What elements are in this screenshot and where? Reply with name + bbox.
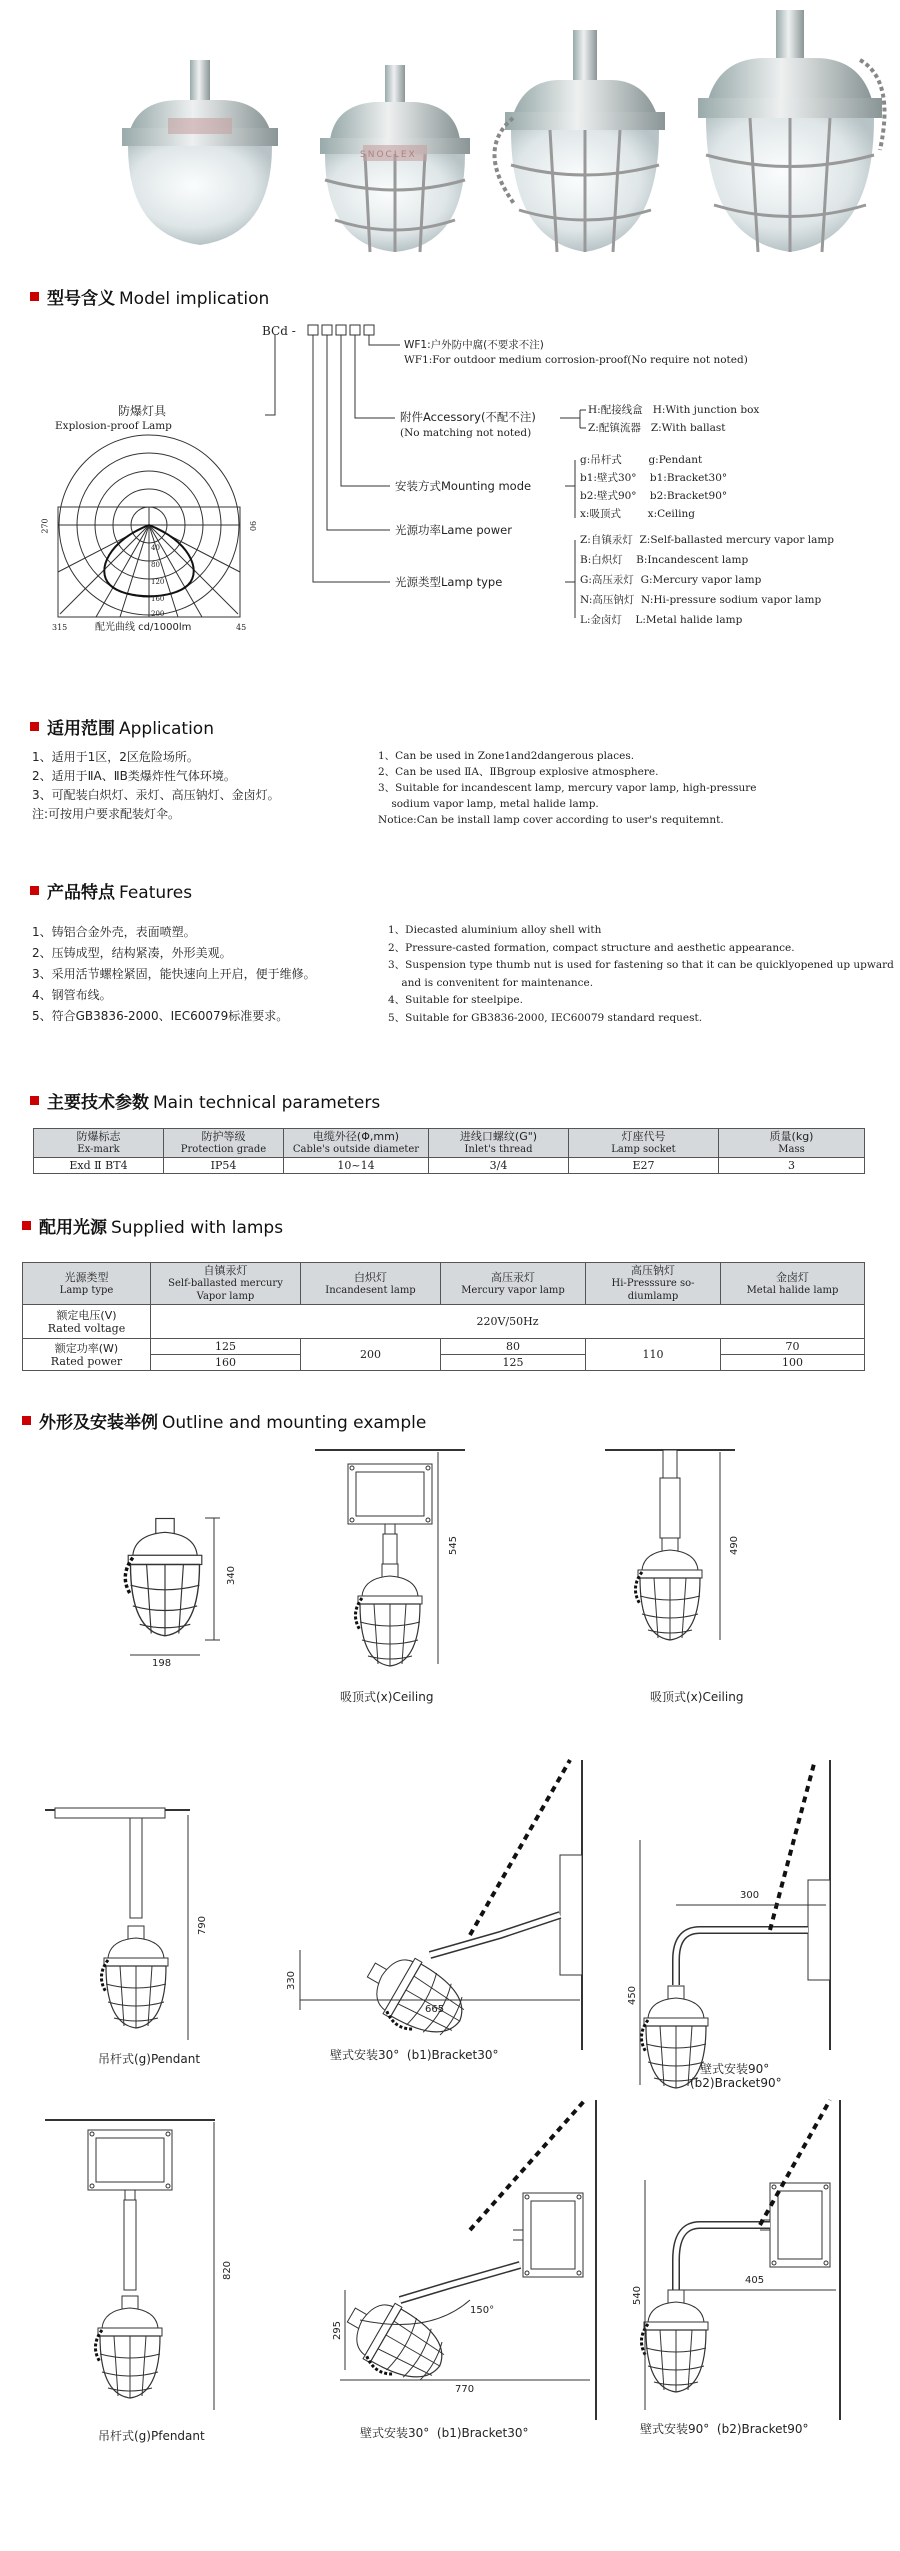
table-header: 金卤灯 Metal halide lamp xyxy=(721,1263,865,1305)
table-cell: 3/4 xyxy=(429,1158,569,1174)
list-item: 3、可配装白炽灯、汞灯、高压钠灯、金卤灯。 xyxy=(32,788,280,802)
dim-label: 150° xyxy=(470,2305,495,2316)
dim-label: 405 xyxy=(745,2275,765,2286)
lamp-drawing xyxy=(635,1538,702,1640)
accessory-cn: 附件Accessory(不配不注) xyxy=(400,410,536,424)
list-item: 2、适用于ⅡA、ⅡB类爆炸性气体环境。 xyxy=(32,769,236,783)
table-header: 光源类型 Lamp type xyxy=(23,1263,151,1305)
dim-label: 545 xyxy=(448,1535,460,1556)
dim-label: 340 xyxy=(226,1565,238,1586)
section-title-cn: 配用光源 xyxy=(39,1217,107,1238)
dim-label: 300 xyxy=(740,1890,760,1901)
lamp-cn: 防爆灯具 xyxy=(118,404,167,418)
polar-label-270: 270 xyxy=(40,518,50,534)
dim-label: 665 xyxy=(425,2004,445,2015)
list-item: 2、Pressure-casted formation, compact structure and aesthetic appearance. xyxy=(388,941,795,954)
mount-opt-b2: b2:壁式90° b2:Bracket90° xyxy=(580,490,728,502)
table-cell: 10~14 xyxy=(284,1158,429,1174)
row-label: 额定功率(W) Rated power xyxy=(23,1339,151,1371)
section-title-cn: 主要技术参数 xyxy=(47,1092,149,1113)
caption-pendant-1: 吊杆式(g)Pendant xyxy=(98,2052,201,2066)
caption-bracket30-b: 壁式安装30° (b1)Bracket30° xyxy=(360,2426,529,2440)
caption-ceiling-1: 吸顶式(x)Ceiling xyxy=(340,1690,434,1704)
voltage-cell: 220V/50Hz xyxy=(151,1305,865,1339)
table-header: 自镇汞灯 Self-ballasted mercury Vapor lamp xyxy=(151,1263,301,1305)
dim-label: 295 xyxy=(332,2320,344,2341)
wf1-en: WF1:For outdoor medium corrosion-proof(No require not noted) xyxy=(404,354,748,366)
list-item: 5、符合GB3836-2000、IEC60079标准要求。 xyxy=(32,1009,289,1023)
table-cell: 80 xyxy=(441,1339,586,1355)
model-code: BCd - xyxy=(262,324,296,338)
dim-label: 198 xyxy=(152,1658,172,1669)
table-header: 电缆外径(Φ,mm) Cable's outside diameter xyxy=(284,1129,429,1158)
mount-opt-g: g:吊杆式 g:Pendant xyxy=(580,454,703,466)
list-item: 3、Suitable for incandescent lamp, mercury vapor lamp, high-pressure xyxy=(378,782,757,794)
table-cell: E27 xyxy=(569,1158,719,1174)
table-cell: 70 xyxy=(721,1339,865,1355)
polar-ring-40: 40 xyxy=(151,544,160,552)
section-title-en: Supplied with lamps xyxy=(111,1217,284,1238)
list-item: Notice:Can be install lamp cover according to user's requitemnt. xyxy=(378,814,724,826)
list-item: sodium vapor lamp, metal halide lamp. xyxy=(378,798,599,810)
caption-pendant-2: 吊杆式(g)Pfendant xyxy=(98,2429,205,2443)
list-item: 1、适用于1区，2区危险场所。 xyxy=(32,750,199,764)
table-header: 灯座代号 Lamp socket xyxy=(569,1129,719,1158)
type-label: 光源类型Lamp type xyxy=(395,575,503,589)
list-item: 2、压铸成型，结构紧凑，外形美观。 xyxy=(32,946,232,960)
polar-label-45: 45 xyxy=(236,623,247,632)
type-opt-l: L:金卤灯 L:Metal halide lamp xyxy=(580,614,743,626)
list-item: 3、Suspension type thumb nut is used for fastening so that it can be quicklyopened up upward xyxy=(388,959,894,971)
table-cell: IP54 xyxy=(164,1158,284,1174)
table-header: 高压汞灯 Mercury vapor lamp xyxy=(441,1263,586,1305)
wf1-cn: WF1:户外防中腐(不要求不注) xyxy=(404,339,544,351)
table-header: 防护等级 Protection grade xyxy=(164,1129,284,1158)
section-title-cn: 适用范围 xyxy=(47,718,115,739)
caption-ceiling-2: 吸顶式(x)Ceiling xyxy=(650,1690,744,1704)
junction-box-drawing xyxy=(513,2193,583,2277)
polar-caption: 配光曲线 cd/1000lm xyxy=(95,622,192,633)
power-label: 光源功率Lame power xyxy=(395,523,512,537)
junction-box-drawing xyxy=(760,2183,830,2267)
brand-label: SNOCLEX xyxy=(360,150,417,160)
caption-bracket30-a: 壁式安装30° (b1)Bracket30° xyxy=(330,2048,499,2062)
table-header: 白炽灯 Incandesent lamp xyxy=(301,1263,441,1305)
type-opt-b: B:白炽灯 B:Incandescent lamp xyxy=(580,554,749,566)
polar-label-315: 315 xyxy=(52,623,68,632)
list-item: 4、钢管布线。 xyxy=(32,988,112,1002)
table-cell: 125 xyxy=(151,1339,301,1355)
list-item: 3、采用活节螺栓紧固，能快速向上开启，便于维修。 xyxy=(32,967,316,981)
section-title-en: Application xyxy=(119,718,214,739)
row-label: 额定电压(V) Rated voltage xyxy=(23,1305,151,1339)
polar-ring-120: 120 xyxy=(151,578,165,586)
caption-bracket90-b: 壁式安装90° (b2)Bracket90° xyxy=(640,2422,809,2436)
table-cell: 200 xyxy=(301,1339,441,1371)
list-item: 5、Suitable for GB3836-2000, IEC60079 standard request. xyxy=(388,1011,703,1024)
dim-label: 330 xyxy=(286,1970,298,1991)
type-opt-z: Z:自镇汞灯 Z:Self-ballasted mercury vapor lamp xyxy=(580,534,835,546)
list-item: 1、铸铝合金外壳，表面喷塑。 xyxy=(32,925,196,939)
lamp-drawing xyxy=(641,2290,708,2392)
dim-label: 450 xyxy=(627,1985,639,2006)
polar-ring-200: 200 xyxy=(151,610,165,618)
list-item: 注:可按用户要求配装灯伞。 xyxy=(32,807,181,821)
list-item: 2、Can be used ⅡA、ⅡBgroup explosive atmosphere. xyxy=(378,766,659,778)
accessory-opt-z: Z:配镇流器 Z:With ballast xyxy=(588,422,726,434)
polar-label-90: 90 xyxy=(248,520,258,532)
accessory-opt-h: H:配接线盒 H:With junction box xyxy=(588,404,760,416)
section-title-en: Outline and mounting example xyxy=(162,1412,427,1433)
section-title-en: Main technical parameters xyxy=(153,1092,381,1113)
caption-bracket90-a-cn: 壁式安装90° xyxy=(700,2062,770,2076)
section-title-cn: 产品特点 xyxy=(47,882,115,903)
list-item: 1、Can be used in Zone1and2dangerous places. xyxy=(378,750,635,762)
dim-label: 540 xyxy=(632,2285,644,2306)
list-item: and is convenitent for maintenance. xyxy=(388,976,594,989)
section-title-cn: 型号含义 xyxy=(47,288,115,309)
section-title-cn: 外形及安装举例 xyxy=(39,1412,158,1433)
section-title-en: Model implication xyxy=(119,288,270,309)
polar-ring-80: 80 xyxy=(151,561,160,569)
dim-label: 820 xyxy=(222,2260,234,2281)
table-header: 防爆标志 Ex-mark xyxy=(34,1129,164,1158)
mount-opt-b1: b1:壁式30° b1:Bracket30° xyxy=(580,472,728,484)
table-cell: 110 xyxy=(586,1339,721,1371)
table-cell: 100 xyxy=(721,1355,865,1371)
mount-opt-x: x:吸顶式 x:Ceiling xyxy=(580,508,695,520)
accessory-en: (No matching not noted) xyxy=(400,427,532,439)
lamp-drawing xyxy=(355,1564,422,1666)
dim-label: 770 xyxy=(455,2384,475,2395)
table-cell: 125 xyxy=(441,1355,586,1371)
junction-box-drawing xyxy=(348,1464,432,1534)
type-opt-g: G:高压汞灯 G:Mercury vapor lamp xyxy=(580,574,762,586)
table-cell: Exd Ⅱ BT4 xyxy=(34,1158,164,1174)
list-item: 1、Diecasted aluminium alloy shell with xyxy=(388,924,602,936)
lamp-en: Explosion-proof Lamp xyxy=(55,420,172,432)
list-item: 4、Suitable for steelpipe. xyxy=(388,994,523,1006)
caption-bracket90-a-en: (b2)Bracket90° xyxy=(690,2076,782,2090)
table-header: 高压钠灯 Hi-Presssure so-diumlamp xyxy=(586,1263,721,1305)
section-title-en: Features xyxy=(119,882,193,903)
table-cell: 3 xyxy=(719,1158,865,1174)
type-opt-n: N:高压钠灯 N:Hi-pressure sodium vapor lamp xyxy=(580,594,822,606)
lamp-drawing xyxy=(101,1926,168,2028)
table-header: 质量(kg) Mass xyxy=(719,1129,865,1158)
mount-label: 安装方式Mounting mode xyxy=(395,479,532,493)
lamp-drawing xyxy=(354,1942,476,2051)
lamp-drawing xyxy=(125,1519,202,1636)
table-header: 进线口螺纹(G") Inlet's thread xyxy=(429,1129,569,1158)
table-cell: 160 xyxy=(151,1355,301,1371)
junction-box-drawing xyxy=(88,2130,172,2200)
dim-label: 790 xyxy=(197,1915,209,1936)
lamp-drawing xyxy=(95,2296,162,2398)
polar-ring-160: 160 xyxy=(151,595,165,603)
dim-label: 490 xyxy=(729,1535,741,1556)
lamp-drawing xyxy=(641,1986,708,2088)
